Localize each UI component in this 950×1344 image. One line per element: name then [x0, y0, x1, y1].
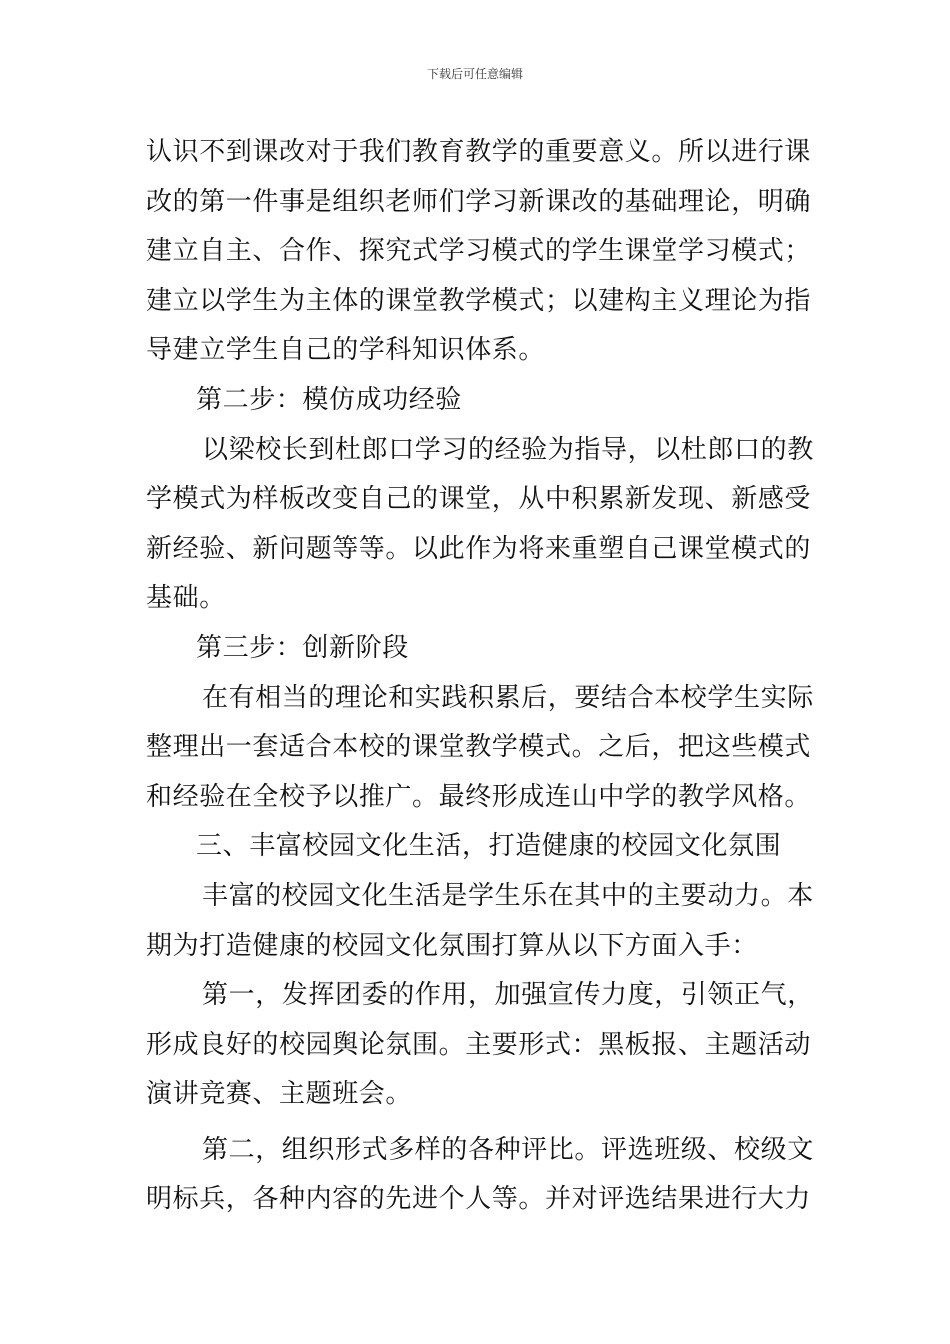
text-line: 在有相当的理论和实践积累后，要结合本校学生实际: [202, 682, 814, 713]
text-line: 学模式为样板改变自己的课堂，从中积累新发现、新感受: [146, 484, 812, 515]
text-line: 期为打造健康的校园文化氛围打算从以下方面入手：: [146, 930, 758, 961]
text-line: 建立以学生为主体的课堂教学模式；以建构主义理论为指: [146, 285, 812, 316]
text-line: 演讲竞赛、主题班会。: [146, 1079, 413, 1110]
text-line: 明标兵，各种内容的先进个人等。并对评选结果进行大力: [146, 1184, 812, 1215]
text-line: 丰富的校园文化生活是学生乐在其中的主要动力。本: [202, 880, 814, 911]
text-line: 改的第一件事是组织老师们学习新课改的基础理论，明确: [146, 186, 812, 217]
text-line: 认识不到课改对于我们教育教学的重要意义。所以进行课: [146, 137, 812, 167]
document-body: [146, 128, 814, 1225]
section-heading: 第二步：模仿成功经验: [196, 384, 463, 415]
text-line: 形成良好的校园舆论氛围。主要形式：黑板报、主题活动: [146, 1029, 812, 1060]
page-header: 下载后可任意编辑: [426, 67, 523, 81]
section-heading: 三、丰富校园文化生活，打造健康的校园文化氛围: [196, 831, 782, 862]
section-heading: 第三步：创新阶段: [196, 632, 409, 663]
text-line: 第一，发挥团委的作用，加强宣传力度，引领正气，: [202, 980, 814, 1011]
text-line: 整理出一套适合本校的课堂教学模式。之后，把这些模式: [146, 732, 812, 763]
text-line: 以梁校长到杜郎口学习的经验为指导，以杜郎口的教: [202, 434, 814, 465]
text-line: 第二，组织形式多样的各种评比。评选班级、校级文: [202, 1134, 814, 1165]
text-line: 基础。: [146, 583, 226, 614]
text-line: 建立自主、合作、探究式学习模式的学生课堂学习模式；: [146, 236, 812, 267]
text-line: 和经验在全校予以推广。最终形成连山中学的教学风格。: [146, 781, 812, 812]
text-line: 新经验、新问题等等。以此作为将来重塑自己课堂模式的: [146, 533, 812, 564]
text-line: 导建立学生自己的学科知识体系。: [146, 335, 546, 366]
